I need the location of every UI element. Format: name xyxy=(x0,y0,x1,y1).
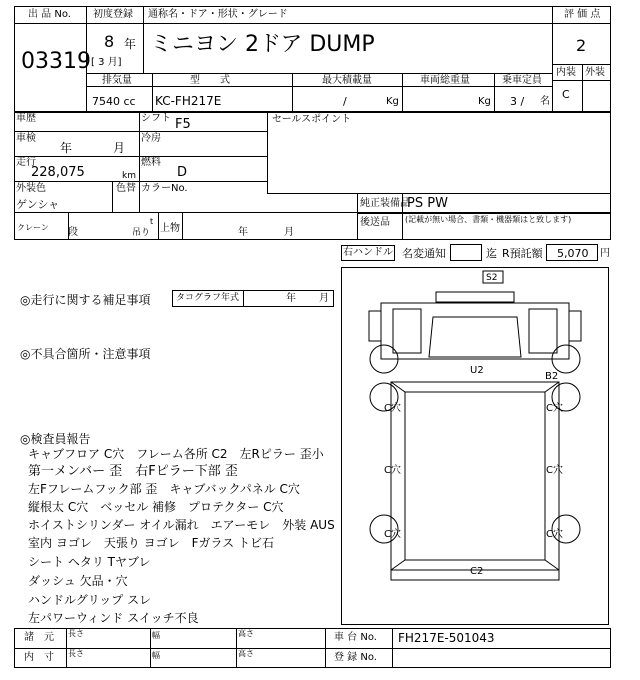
sales-point-label: セールスポイント xyxy=(272,114,352,125)
car-name: ミニヨン 2ドア DUMP xyxy=(150,32,375,57)
shift-value: F5 xyxy=(175,117,191,132)
upper-year: 年 xyxy=(238,227,248,238)
genuine-equipment-value: PS PW xyxy=(407,196,448,211)
left-mirror-outline xyxy=(369,311,381,341)
mileage-label: 走行 xyxy=(16,157,36,168)
lot-label: 出 品 No. xyxy=(28,9,71,20)
dims-label: 諸 元 xyxy=(24,632,54,643)
diagram-mark-S2: S2 xyxy=(486,273,498,283)
score-label: 評 価 点 xyxy=(564,9,601,20)
registration-label: 登 録 No. xyxy=(334,652,377,663)
color-value: ゲンシャ xyxy=(16,198,60,211)
capacity-label: 乗車定員 xyxy=(502,75,542,86)
first-reg-label: 初度登録 xyxy=(93,9,133,20)
report-line: 左Fフレームフック部 歪 キャブバックパネル C穴 xyxy=(28,482,300,496)
history-label: 車歴 xyxy=(16,113,36,124)
name-change-label: 名変通知 xyxy=(402,247,446,260)
interior-dims-label: 内 寸 xyxy=(24,652,54,663)
report-line: 室内 ヨゴレ 天張り ヨゴレ Fガラス トビ石 xyxy=(28,536,274,550)
diagram-mark-B2: B2 xyxy=(545,371,559,382)
exterior-score-label: 外装 xyxy=(585,67,605,78)
r-reserve-unit: 円 xyxy=(600,248,610,259)
diagram-mark-U2: U2 xyxy=(470,365,484,376)
right-door-outline xyxy=(529,309,557,353)
tacho-month: 月 xyxy=(319,293,329,304)
dims-width-label: 幅 xyxy=(152,631,160,640)
inspection-month: 月 xyxy=(113,141,126,155)
aftermarket-note: (記載が無い場合、書類・機器類はと致します) xyxy=(405,215,572,224)
capacity-value: 3 / xyxy=(510,95,525,108)
diagram-mark-C-left-2: C穴 xyxy=(384,465,401,476)
gross-weight-unit: Kg xyxy=(478,96,491,107)
max-load-unit: Kg xyxy=(386,96,399,107)
driving-notes-label: ◎走行に関する補足事項 xyxy=(20,293,151,307)
inspector-report-label: ◎検査員報告 xyxy=(20,432,91,446)
defect-notes-label: ◎不具合箇所・注意事項 xyxy=(20,347,151,361)
report-line: キャブフロア C穴 フレーム各所 C2 左Rピラー 歪小 xyxy=(28,447,324,461)
name-label: 通称名・ドア・形状・グレード xyxy=(148,9,288,20)
name-change-box xyxy=(450,244,482,261)
interior-score-label: 内装 xyxy=(556,67,576,78)
report-line: ハンドルグリップ スレ xyxy=(28,593,152,607)
diagram-mark-C2: C2 xyxy=(470,566,484,577)
r-reserve-label: R預託額 xyxy=(502,247,543,260)
mileage-unit: km xyxy=(122,171,136,181)
upper-month: 月 xyxy=(284,227,294,238)
diagram-mark-C-right-2: C穴 xyxy=(546,465,563,476)
displacement-label: 排気量 xyxy=(102,75,132,86)
left-door-outline xyxy=(393,309,421,353)
interior-score-value: C xyxy=(562,88,570,101)
gross-weight-label: 車両総重量 xyxy=(420,75,470,86)
ac-label: 冷房 xyxy=(141,133,161,144)
upper-label: 上物 xyxy=(160,223,180,234)
interior-width-label: 幅 xyxy=(152,651,160,660)
inspection-label: 車検 xyxy=(16,133,36,144)
shift-label: シフト xyxy=(141,113,171,124)
chassis-label: 車 台 No. xyxy=(334,632,377,643)
right-mirror-outline xyxy=(569,311,581,341)
color-change-label: 色替 xyxy=(116,183,136,194)
diagram-mark-C-left-1: C穴 xyxy=(384,403,401,414)
first-reg-year-unit: 年 xyxy=(124,37,137,51)
tacho-year: 年 xyxy=(286,293,296,304)
aftermarket-label: 後送品 xyxy=(360,217,390,228)
diagram-mark-C-left-3: C穴 xyxy=(384,529,401,540)
tacho-label: タコグラフ年式 xyxy=(176,293,240,303)
capacity-unit: 名 xyxy=(540,96,550,107)
fuel-value: D xyxy=(177,165,188,180)
model-value: KC-FH217E xyxy=(155,94,222,108)
max-load-label: 最大積載量 xyxy=(322,75,372,86)
color-label: 外装色 xyxy=(16,183,46,194)
max-load-sep: / xyxy=(343,95,347,108)
model-label: 型 式 xyxy=(190,75,230,86)
report-line: シート ヘタリ Tヤブレ xyxy=(28,555,151,569)
first-reg-month: [ 3 月] xyxy=(91,57,122,68)
crane-label: クレーン xyxy=(17,223,49,232)
fuel-label: 燃料 xyxy=(141,157,161,168)
name-change-sep: 迄 xyxy=(486,247,497,260)
crane-tonnage: t xyxy=(150,217,154,226)
interior-length-label: 長さ xyxy=(68,649,84,658)
inspection-year: 年 xyxy=(60,141,73,155)
diagram-mark-C-right-1: C穴 xyxy=(546,403,563,414)
report-line: 第一メンバー 歪 右Fピラー下部 歪 xyxy=(28,464,238,479)
color-code-label: カラーNo. xyxy=(141,183,188,194)
windshield-outline xyxy=(429,317,521,357)
chassis-value: FH217E-501043 xyxy=(398,631,495,645)
crane-stage: 段 xyxy=(68,227,78,238)
dump-bed-outline xyxy=(391,382,559,570)
cab-outline xyxy=(381,303,569,359)
r-reserve-value: 5,070 xyxy=(557,247,589,260)
crane-hoist: 吊り xyxy=(132,228,151,238)
genuine-equipment-label: 純正装備品 xyxy=(360,198,410,209)
displacement-value: 7540 cc xyxy=(92,95,136,108)
diagram-mark-C-right-3: C穴 xyxy=(546,529,563,540)
dims-height-label: 高さ xyxy=(238,629,254,638)
lot-number: 03319 xyxy=(21,49,91,74)
dump-bed-inner xyxy=(405,392,545,560)
cab-roof-outline xyxy=(436,292,514,302)
mileage-value: 228,075 xyxy=(31,165,85,180)
dims-length-label: 長さ xyxy=(68,629,84,638)
report-line: 縦根太 C穴 ベッセル 補修 プロテクター C穴 xyxy=(28,500,284,514)
report-line: 左パワーウィンド スイッチ不良 xyxy=(28,611,199,625)
interior-height-label: 高さ xyxy=(238,649,254,658)
report-line: ダッシュ 欠品・穴 xyxy=(28,574,128,588)
score-value: 2 xyxy=(576,36,587,55)
right-hand-drive: 右ハンドル xyxy=(343,247,393,258)
first-reg-year: 8 xyxy=(104,32,115,51)
report-line: ホイストシリンダー オイル漏れ エアーモレ 外装 AUS xyxy=(28,518,335,532)
